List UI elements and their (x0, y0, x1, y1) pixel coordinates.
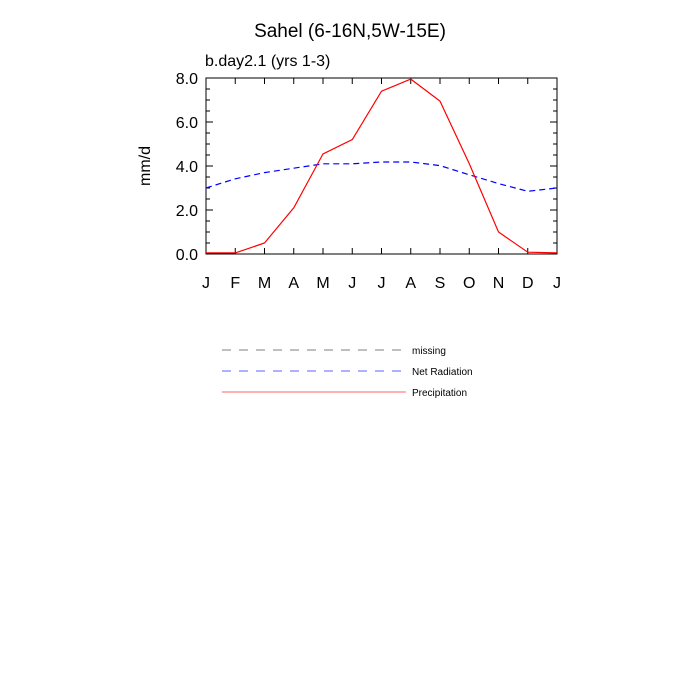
x-tick-label: M (257, 275, 272, 292)
plot-frame (206, 78, 557, 254)
y-tick-label: 8.0 (175, 71, 198, 88)
y-tick-label: 0.0 (175, 247, 198, 264)
series-line-precipitation (206, 79, 557, 253)
legend (222, 346, 473, 399)
plot-border (206, 78, 557, 254)
x-tick-label: D (521, 275, 534, 292)
x-tick-label: S (434, 275, 446, 292)
x-tick-label: O (463, 275, 476, 292)
x-tick-label: F (230, 275, 241, 292)
x-axis (202, 78, 561, 292)
chart-title: Sahel (6-16N,5W-15E) (254, 21, 446, 42)
y-axis (176, 71, 557, 264)
x-tick-label: J (348, 275, 357, 292)
x-tick-label: N (492, 275, 505, 292)
x-tick-label: M (316, 275, 330, 292)
x-tick-label: J (553, 275, 561, 292)
x-tick-label: J (202, 275, 210, 292)
series-line-net-radiation (206, 162, 557, 191)
y-tick-label: 6.0 (175, 115, 198, 132)
x-tick-label: J (377, 275, 386, 292)
legend-label: missing (412, 346, 446, 357)
y-tick-label: 4.0 (175, 159, 198, 176)
legend-label: Precipitation (412, 388, 468, 399)
x-tick-label: A (405, 275, 417, 292)
series-layer (206, 79, 557, 253)
y-tick-label: 2.0 (175, 203, 198, 220)
legend-label: Net Radiation (412, 367, 473, 378)
y-axis-label: mm/d (137, 146, 154, 186)
x-tick-label: A (288, 275, 300, 292)
chart-subtitle: b.day2.1 (yrs 1-3) (205, 53, 331, 70)
